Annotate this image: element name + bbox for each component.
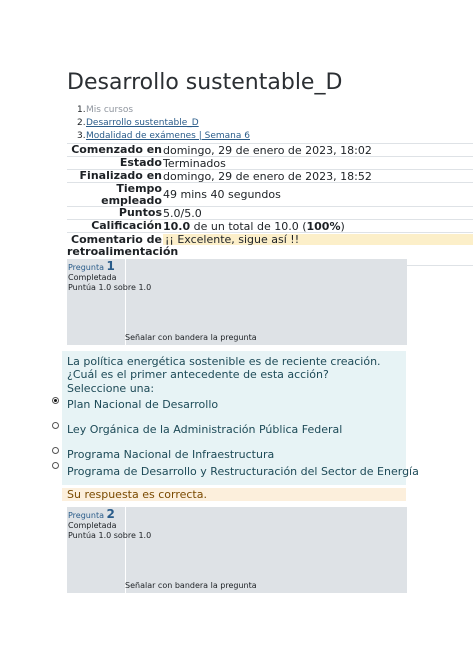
question-status: Completada (68, 273, 117, 282)
option-2-label[interactable]: Ley Orgánica de la Administración Pública Federal (67, 423, 343, 436)
option-1-label[interactable]: Plan Nacional de Desarrollo (67, 398, 219, 411)
breadcrumb (77, 104, 250, 143)
question-text: La política energética sostenible es de reciente creación. ¿Cuál es el primer antecedente de esta acción? (67, 355, 381, 381)
attempt-summary-table (67, 143, 473, 266)
question-1-content (62, 351, 419, 485)
state-label: Estado (119, 156, 162, 169)
question-number: 2 (106, 507, 115, 521)
question-score: Puntúa 1.0 sobre 1.0 (68, 283, 152, 292)
select-prompt: Seleccione una: (67, 382, 155, 395)
finished-label: Finalizado en (79, 169, 162, 182)
grade-value: 10.0 de un total de 10.0 (100%) (163, 219, 345, 233)
question-status: Completada (68, 521, 117, 530)
question-2-info (67, 507, 407, 593)
flag-question-link[interactable]: Señalar con bandera la pregunta (125, 581, 257, 590)
question-score: Puntúa 1.0 sobre 1.0 (68, 531, 152, 540)
question-number: 1 (106, 259, 115, 273)
breadcrumb-item-section[interactable]: 3. Modalidad de exámenes | Semana 6 (77, 131, 250, 141)
option-4-label[interactable]: Programa de Desarrollo y Restructuración del Sector de Energía (67, 465, 419, 478)
option-3-radio[interactable] (52, 447, 59, 454)
option-3-label[interactable]: Programa Nacional de Infraestructura (67, 448, 275, 461)
flag-question-link[interactable]: Señalar con bandera la pregunta (125, 333, 257, 342)
grade-label: Calificación (91, 219, 162, 232)
started-value: domingo, 29 de enero de 2023, 18:02 (163, 143, 372, 157)
started-label: Comenzado en (71, 143, 162, 156)
row-state (67, 156, 473, 169)
row-finished (67, 169, 473, 182)
row-time (67, 182, 473, 206)
row-grade (67, 219, 473, 232)
row-started (67, 143, 473, 156)
points-value: 5.0/5.0 (163, 206, 202, 220)
breadcrumb-item-course[interactable]: 2. Desarrollo sustentable_D (77, 118, 199, 128)
time-label: Tiempo empleado (101, 181, 162, 207)
breadcrumb-item-my-courses[interactable]: 1. Mis cursos (77, 105, 134, 115)
option-2-radio[interactable] (52, 422, 59, 429)
page-title: Desarrollo sustentable_D (67, 70, 343, 95)
state-value: Terminados (163, 156, 226, 170)
row-points (67, 206, 473, 219)
feedback-label: Comentario de retroalimentación (67, 233, 179, 258)
points-label: Puntos (118, 206, 162, 219)
answer-feedback: Su respuesta es correcta. (62, 488, 406, 501)
question-label: Pregunta (68, 263, 104, 272)
question-label: Pregunta (68, 511, 104, 520)
time-value: 49 mins 40 segundos (163, 188, 281, 201)
finished-value: domingo, 29 de enero de 2023, 18:52 (163, 169, 372, 183)
option-1-radio[interactable] (52, 397, 59, 404)
feedback-value: ¡¡ Excelente, sigue así !! (163, 234, 473, 245)
option-4-radio[interactable] (52, 462, 59, 469)
question-1-info (67, 259, 407, 345)
